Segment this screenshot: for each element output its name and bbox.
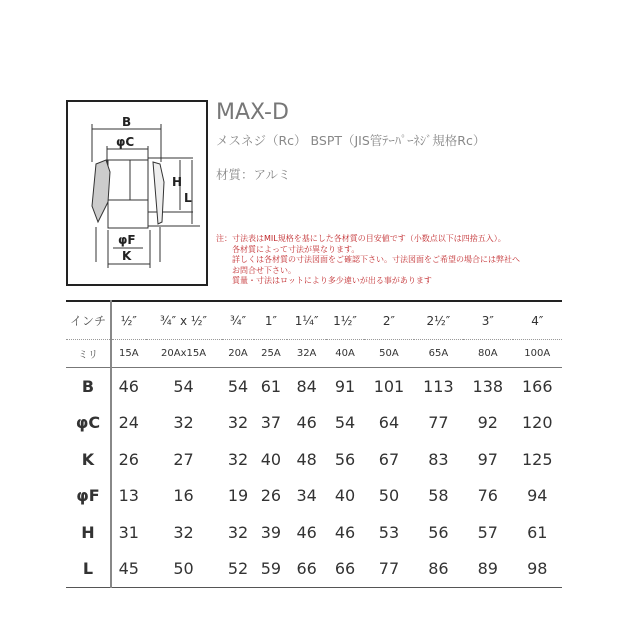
table-cell: 32 [227, 413, 249, 433]
product-material: 材質：アルミ [216, 167, 291, 182]
table-cell: 32 [227, 449, 249, 469]
table-cell: 2½″ [414, 301, 463, 340]
note-line: 各材質によって寸法が異なります。 [232, 244, 360, 254]
table-cell: 40 [260, 449, 282, 469]
table-cell: 37 [260, 413, 282, 433]
row-label: φC [66, 405, 111, 442]
table-row [66, 441, 562, 478]
table-row [66, 551, 562, 588]
table-cell: 26 [260, 486, 282, 506]
table-cell: 16 [173, 486, 194, 506]
table-cell: 3″ [463, 301, 512, 340]
notes [216, 234, 520, 287]
table-cell: 100A [513, 340, 562, 368]
table-cell: 59 [260, 559, 282, 579]
row-label: B [66, 368, 111, 405]
table-row [66, 478, 562, 515]
table-cell: 66 [296, 559, 317, 579]
table-cell: 15A [111, 340, 146, 368]
table-cell: 84 [296, 376, 317, 396]
coupler-drawing [66, 100, 208, 286]
table-cell: 65A [414, 340, 463, 368]
table-cell: 50 [378, 486, 400, 506]
table-cell: 80A [463, 340, 512, 368]
table-cell: 48 [296, 449, 317, 469]
table-cell: 86 [428, 559, 449, 579]
label-k: K [122, 249, 132, 263]
table-cell: 125 [521, 449, 553, 469]
table-cell: 46 [296, 413, 317, 433]
table-cell: 25A [254, 340, 287, 368]
table-cell: 52 [227, 559, 249, 579]
table-cell: 56 [428, 522, 449, 542]
table-cell: 34 [296, 486, 317, 506]
label-f: φF [118, 233, 136, 247]
table-cell: 32 [173, 413, 194, 433]
note-line: お問合せ下さい。 [232, 265, 296, 275]
table-cell: 83 [428, 449, 449, 469]
table-cell: 32A [287, 340, 325, 368]
label-h: H [172, 175, 183, 189]
table-cell: 19 [227, 486, 249, 506]
table-cell: 20Ax15A [146, 340, 222, 368]
mm-row [66, 340, 562, 368]
row-label: L [66, 551, 111, 588]
note-line: 質量・寸法はロットにより多少違いが出る事があります [232, 276, 432, 285]
table-row [66, 405, 562, 442]
table-cell: 64 [378, 413, 400, 433]
table-cell: 46 [118, 376, 139, 396]
table-cell: 54 [334, 413, 356, 433]
table-cell: 54 [173, 376, 194, 396]
table-cell: 32 [227, 522, 249, 542]
table-cell: 61 [527, 522, 548, 542]
table-cell: 138 [472, 376, 504, 396]
note-line: 詳しくは各材質の寸法図面をご確認下さい。寸法図面をご希望の場合には弊社へ [232, 255, 520, 264]
table-cell: 101 [373, 376, 405, 396]
row-label: φF [66, 478, 111, 515]
table-cell: 57 [477, 522, 498, 542]
table-cell: 53 [378, 522, 400, 542]
row-label: インチ [66, 301, 111, 340]
table-cell: 1½″ [326, 301, 364, 340]
table-cell: 67 [378, 449, 400, 469]
table-cell: 77 [428, 413, 449, 433]
table-cell: ½″ [111, 301, 146, 340]
table-cell: 92 [477, 413, 498, 433]
table-cell: 66 [334, 559, 356, 579]
table-cell: 61 [260, 376, 282, 396]
row-label: H [66, 514, 111, 551]
table-cell: 91 [334, 376, 356, 396]
table-cell: 56 [334, 449, 356, 469]
table-cell: 50A [364, 340, 413, 368]
table-cell: 54 [227, 376, 249, 396]
table-cell: 89 [477, 559, 498, 579]
table-cell: 77 [378, 559, 400, 579]
coupler-diagram-icon [68, 102, 206, 284]
table-cell: 120 [521, 413, 553, 433]
label-c: φC [116, 135, 135, 149]
product-title: MAX-D [216, 100, 289, 125]
row-label: ミリ [66, 340, 111, 368]
table-cell: 39 [260, 522, 282, 542]
table-cell: 20A [222, 340, 255, 368]
table-cell: 76 [477, 486, 498, 506]
table-cell: 2″ [364, 301, 413, 340]
table-cell: ¾″ x ½″ [146, 301, 222, 340]
table-cell: 1″ [254, 301, 287, 340]
table-cell: 27 [173, 449, 194, 469]
table-cell: 1¼″ [287, 301, 325, 340]
table-cell: 13 [118, 486, 139, 506]
table-cell: 94 [527, 486, 548, 506]
table-cell: 31 [118, 522, 139, 542]
note-line: 注：寸法表はMIL規格を基にした各材質の目安値です（小数点以下は四捨五入）。 [216, 234, 506, 243]
inch-row [66, 301, 562, 340]
table-cell: 50 [173, 559, 194, 579]
row-label: K [66, 441, 111, 478]
table-cell: 26 [118, 449, 139, 469]
table-cell: 40A [326, 340, 364, 368]
table-cell: 97 [477, 449, 498, 469]
label-l: L [184, 191, 192, 205]
table-cell: 46 [334, 522, 356, 542]
dimension-table [66, 300, 562, 588]
table-cell: 98 [527, 559, 548, 579]
table-cell: 46 [296, 522, 317, 542]
table-cell: 166 [521, 376, 553, 396]
table-cell: 58 [428, 486, 449, 506]
table-cell: 113 [423, 376, 454, 396]
table-cell: 40 [334, 486, 356, 506]
table-cell: 45 [118, 559, 139, 579]
table-cell: 4″ [513, 301, 562, 340]
table-cell: ¾″ [222, 301, 255, 340]
table-row [66, 514, 562, 551]
label-b: B [122, 115, 132, 129]
table-row [66, 368, 562, 405]
table-cell: 32 [173, 522, 194, 542]
product-subtitle: メスネジ（Rc） BSPT（JIS管ﾃｰﾊﾟｰﾈｼﾞ規格Rc） [216, 133, 486, 148]
table-cell: 24 [118, 413, 139, 433]
